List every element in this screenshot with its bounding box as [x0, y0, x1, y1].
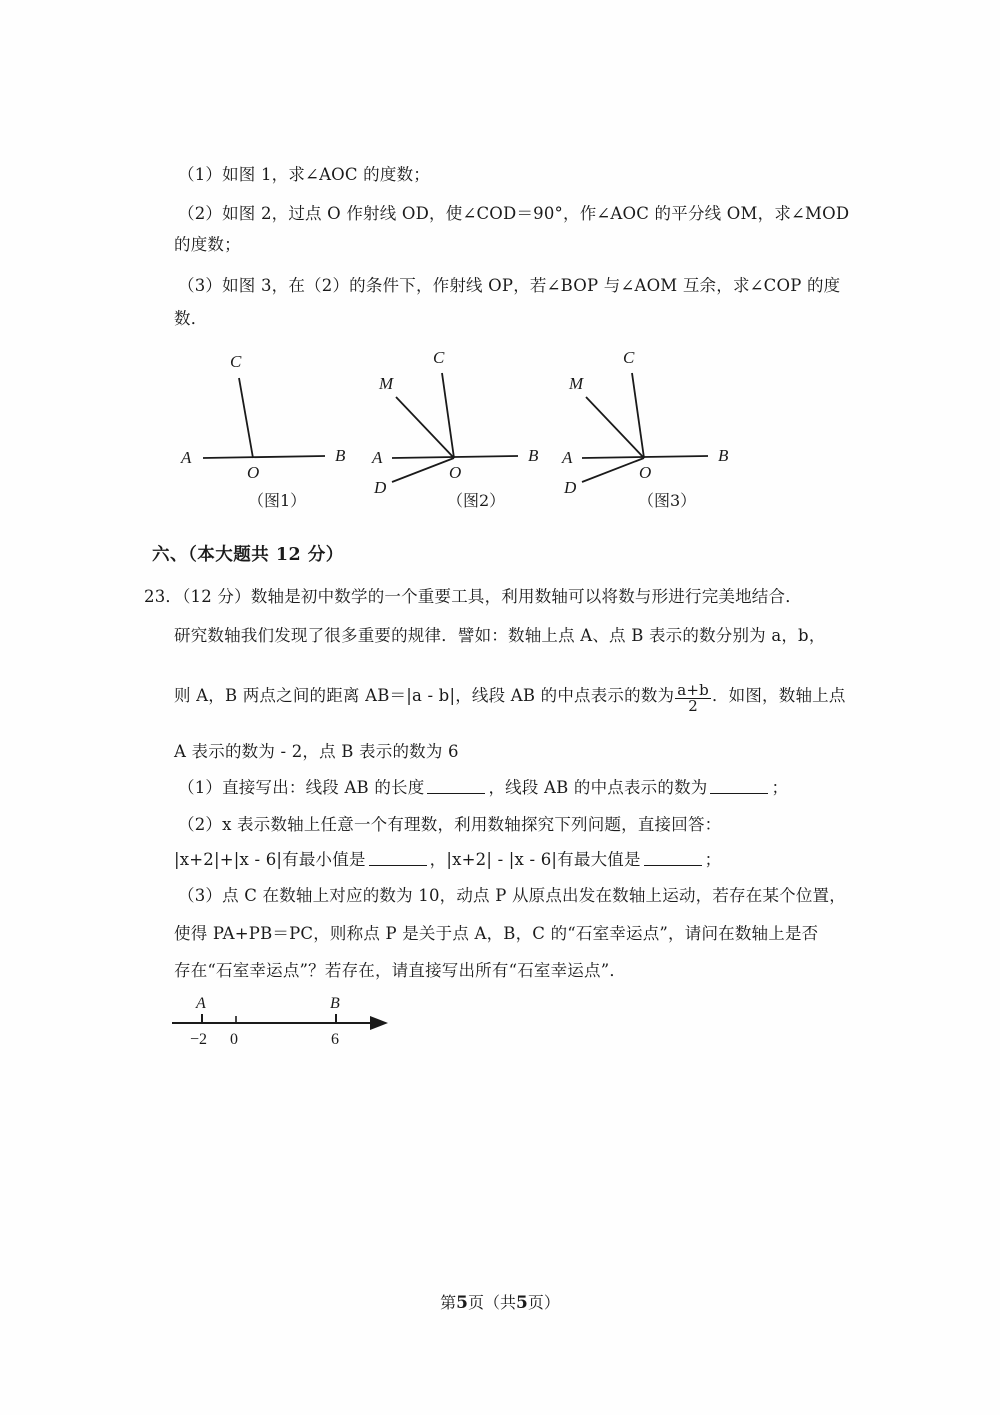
- question23-number: 23．: [144, 587, 183, 606]
- figure3-label-M: M: [569, 374, 584, 393]
- figure-3-diagram: [560, 345, 750, 495]
- number-line-diagram: [160, 988, 410, 1063]
- figure-2-diagram: [370, 345, 560, 495]
- number-line-value-a: −2: [190, 1031, 208, 1048]
- figure-1-diagram: [175, 345, 365, 495]
- figure3-label-D: D: [564, 478, 577, 497]
- part1-text-b: ，线段 AB 的中点表示的数为: [488, 778, 708, 797]
- footer-suffix: 页）: [527, 1293, 560, 1312]
- question23-line3: [174, 681, 846, 716]
- question23-part2: （2）x 表示数轴上任意一个有理数，利用数轴探究下列问题，直接回答：: [178, 815, 722, 834]
- section-heading: 六、（本大题共 12 分）: [152, 545, 344, 565]
- page-footer: [0, 1290, 1000, 1313]
- figure1-ray-OC: [239, 378, 253, 458]
- fraction-numerator: a+b: [677, 681, 709, 699]
- figure2-label-D: D: [374, 478, 387, 497]
- question23-line1: [144, 588, 802, 606]
- figure2-ray-OD: [392, 458, 454, 482]
- geometry-figures-group: [0, 340, 1000, 520]
- figure-3-caption: （图3）: [638, 491, 697, 510]
- footer-page-number: 5: [456, 1293, 468, 1313]
- part1-text-a: （1）直接写出：线段 AB 的长度: [178, 778, 425, 797]
- figure2-label-B: B: [528, 446, 539, 465]
- figure3-ray-OD: [582, 458, 644, 482]
- figure-2-caption: （图2）: [447, 491, 506, 510]
- midpoint-fraction: [675, 683, 711, 715]
- question23-line4: A 表示的数为 - 2，点 B 表示的数为 6: [174, 742, 459, 761]
- number-line-value-b: 6: [331, 1031, 339, 1048]
- question23-line2: 研究数轴我们发现了很多重要的规律．譬如：数轴上点 A、点 B 表示的数分别为 a，b，: [174, 626, 826, 645]
- footer-prefix: 第: [440, 1293, 457, 1312]
- question23-line3-part-b: ．如图，数轴上点: [711, 686, 846, 706]
- figure-1-caption: （图1）: [248, 491, 307, 510]
- figure3-ray-OC: [632, 373, 644, 458]
- part2-expr-max: ，|x+2| - |x - 6|有最大值是: [429, 850, 641, 869]
- question22-part3: （3）如图 3，在（2）的条件下，作射线 OP，若∠BOP 与∠AOM 互余，求∠COP 的度: [178, 276, 841, 295]
- answer-blank-min-value[interactable]: [369, 851, 427, 866]
- question23-line3-part-a: 则 A，B 两点之间的距离 AB＝|a - b|，线段 AB 的中点表示的数为: [174, 686, 675, 706]
- question23-part3-line1: （3）点 C 在数轴上对应的数为 10，动点 P 从原点出发在数轴上运动，若存在某个位置，: [178, 886, 846, 905]
- question22-part3-continued: 数．: [174, 309, 208, 328]
- figure3-line-AB: [582, 456, 708, 458]
- figure2-label-A: A: [372, 448, 383, 467]
- figure2-label-M: M: [379, 374, 394, 393]
- figure1-label-B: B: [335, 446, 346, 465]
- number-line-svg: [160, 988, 410, 1058]
- answer-blank-ab-length[interactable]: [427, 779, 485, 794]
- number-line-value-origin: 0: [230, 1031, 238, 1048]
- question23-part1: [178, 779, 788, 797]
- figure1-label-C: C: [230, 352, 242, 371]
- question23-part2-expressions: [174, 851, 721, 869]
- figure2-label-C: C: [433, 348, 445, 367]
- figure2-line-AB: [392, 456, 518, 458]
- figure1-label-O: O: [247, 463, 260, 482]
- part2-expr-min: |x+2|+|x - 6|有最小值是: [174, 850, 366, 869]
- figure3-label-A: A: [562, 448, 573, 467]
- number-line-label-A: A: [196, 995, 206, 1012]
- part2-expr-end: ；: [704, 850, 722, 869]
- question23-score: （12 分）: [182, 587, 251, 606]
- question22-part2: （2）如图 2，过点 O 作射线 OD，使∠COD＝90°，作∠AOC 的平分线 OM，求∠MOD: [178, 204, 850, 223]
- figure3-label-B: B: [718, 446, 729, 465]
- figure2-ray-OM: [396, 397, 454, 458]
- footer-total-pages: 5: [516, 1293, 528, 1313]
- fraction-denominator: 2: [675, 698, 711, 714]
- question23-part3-line3: 存在“石室幸运点”？若存在，请直接写出所有“石室幸运点”．: [174, 961, 627, 980]
- figure3-label-C: C: [623, 348, 635, 367]
- question22-part2-continued: 的度数；: [174, 235, 241, 254]
- number-line-label-B: B: [330, 995, 340, 1012]
- question23-part3-line2: 使得 PA+PB＝PC，则称点 P 是关于点 A，B，C 的“石室幸运点”，请问在数轴上是否: [174, 924, 819, 943]
- figure3-label-O: O: [639, 463, 652, 482]
- question22-part1: （1）如图 1，求∠AOC 的度数；: [178, 165, 430, 184]
- number-line-arrowhead: [370, 1016, 388, 1030]
- answer-blank-ab-midpoint[interactable]: [710, 779, 768, 794]
- part1-text-c: ；: [771, 778, 789, 797]
- figure2-label-O: O: [449, 463, 462, 482]
- answer-blank-max-value[interactable]: [644, 851, 702, 866]
- figure3-ray-OM: [586, 397, 644, 458]
- question23-line1-text: 数轴是初中数学的一个重要工具，利用数轴可以将数与形进行完美地结合．: [250, 587, 802, 606]
- footer-middle: 页（共: [467, 1293, 516, 1312]
- figure2-ray-OC: [442, 373, 454, 458]
- figure1-line-AB: [203, 456, 325, 458]
- figure1-label-A: A: [181, 448, 192, 467]
